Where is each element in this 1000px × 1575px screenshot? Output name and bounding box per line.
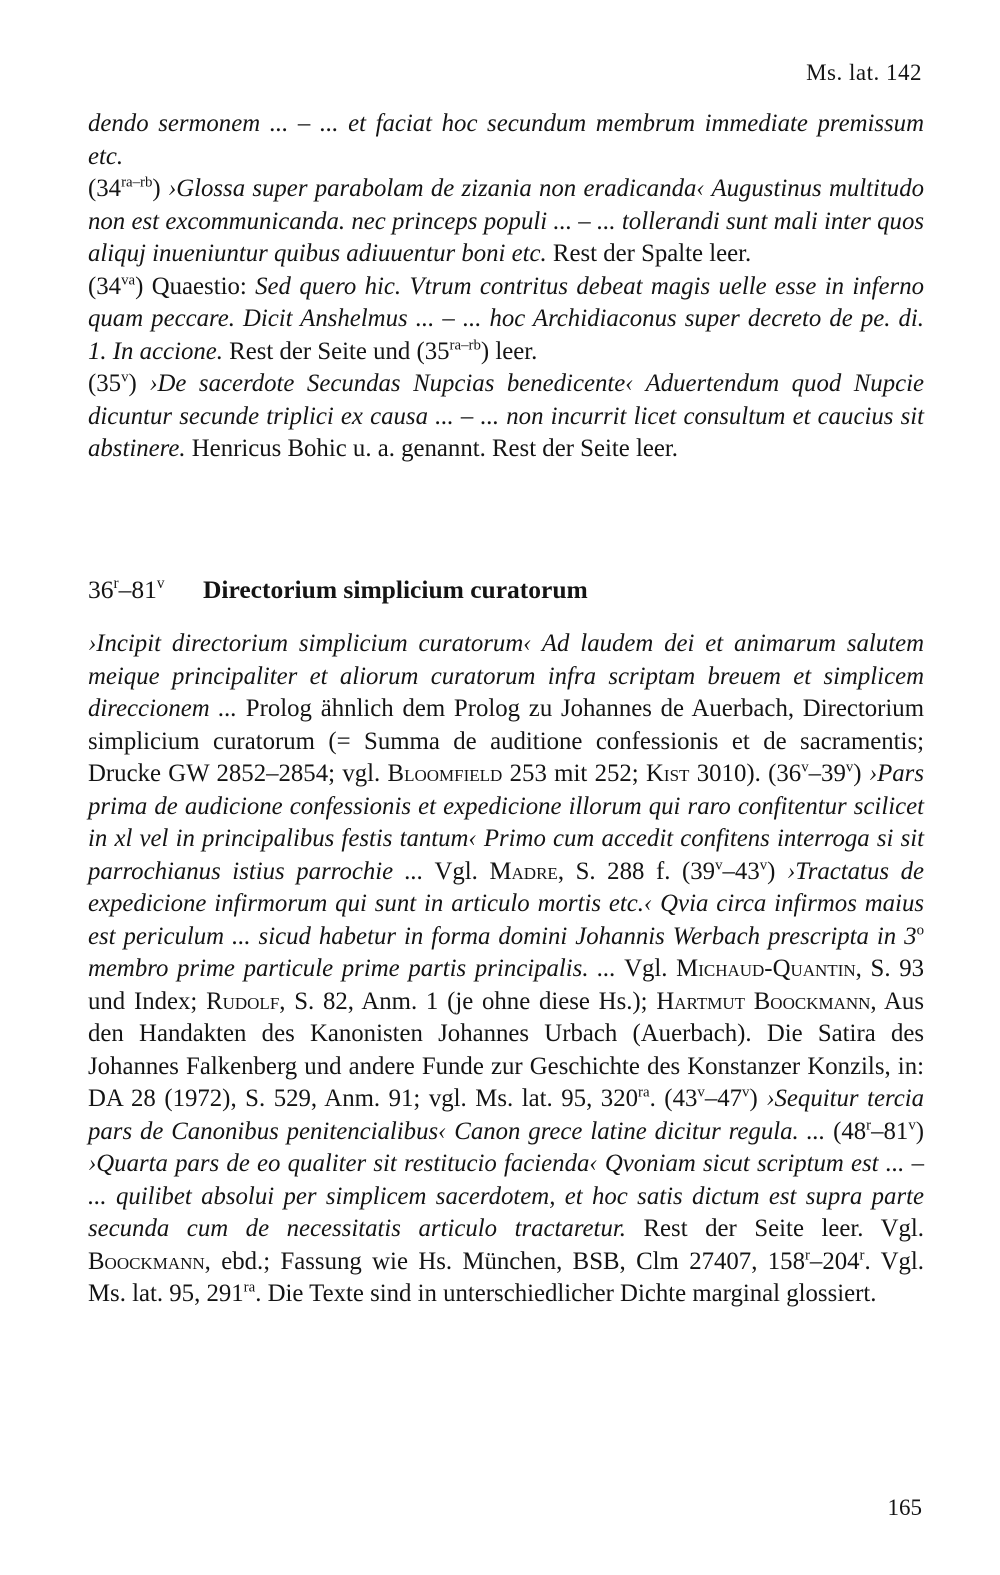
superscript: r (804, 1246, 810, 1263)
folio-ref: (34 (88, 175, 122, 202)
heading-title: Directorium simplicium curatorum (203, 575, 588, 604)
text-segment: Vgl. (615, 955, 677, 982)
paragraph-1 (88, 108, 924, 173)
text-segment: 36 (88, 575, 114, 604)
text-segment: , S. 82, Anm. 1 (je ohne diese Hs.); (279, 987, 657, 1015)
superscript: r (859, 1246, 865, 1263)
incipit-text: Sed quero hic. Vtrum contritus debeat magis uelle esse in inferno quam peccare. Dicit Anshelmus ... – ... hoc Archidiaconus super decreto de pe. di. 1. In accione. (88, 272, 924, 365)
italic-text: ›Sequitur tercia pars de Canonibus penitencialibus‹ Canon grece latine dicitur regula. ... (88, 1085, 925, 1145)
incipit-text: ›De sacerdote Secundas Nupcias benedicente‹ Aduertendum quod Nupcie dicuntur secunde triplici ex causa ... – ... non incurrit licet consultum et caucius sit abstinere. (88, 370, 924, 462)
text-segment: –43 (722, 857, 760, 885)
entry-continuation (88, 108, 924, 466)
superscript: ra (243, 1279, 256, 1296)
folio-ref-close: ) (128, 370, 137, 397)
heading-folio-range (88, 575, 203, 605)
text-segment: , Aus den Handakten des Kanonisten Johannes Urbach (Auerbach). Die Satira des Johannes Falkenberg und andere Funde zur Geschichte des Konstanzer Konzils, in: DA 28 (1972), S. 529, Anm. 91; vgl. Ms. lat. 95, 320 (88, 987, 924, 1112)
folio-ref-close: ) (152, 175, 161, 202)
section-heading (88, 575, 588, 605)
superscript: v (908, 1116, 916, 1133)
folio-sup: ra–rb (449, 336, 481, 353)
text-segment: Vgl. (423, 857, 490, 885)
folio-ref-sup: va (121, 271, 136, 288)
italic-text: ›Quarta pars de eo qualiter sit restitucio facienda‹ Qvoniam sicut scriptum est ... – ... quilibet absolui per simplicem sacerdotem, et hoc satis dictum est supra parte secunda cum de necessitatis articulo tractaretur. (88, 1150, 924, 1242)
text-segment: –39 (808, 760, 846, 787)
author-ref: Kist (646, 760, 690, 787)
note-text: Rest der Spalte leer. (546, 240, 752, 267)
text-segment: 253 mit 252; (502, 760, 646, 787)
text-segment: 3010). (36 (689, 760, 802, 787)
folio-ref-close: ) (135, 272, 144, 300)
note-text: ) leer. (480, 337, 538, 365)
text-segment: ) (853, 760, 869, 787)
folio-ref-sup: ra–rb (121, 174, 153, 191)
text-segment: , S. 93 und Index; (88, 955, 924, 1015)
paragraph-2 (88, 173, 924, 271)
superscript: v (845, 759, 854, 776)
description-paragraph (88, 628, 924, 1311)
text-segment: –81 (871, 1117, 909, 1145)
text-segment: –47 (704, 1085, 743, 1112)
italic-text: membro prime particule prime partis principalis. ... (88, 955, 616, 982)
superscript: v (742, 1084, 750, 1101)
text-segment: Prolog ähnlich dem Prolog zu Johannes de Auerbach, Directorium simplicium curatorum (= Summa de auditione confessionis et de sacramentis; Drucke GW 2852–2854; vgl. (88, 695, 924, 787)
superscript: v (156, 575, 165, 593)
superscript: o (916, 921, 924, 938)
text-segment: ) (915, 1117, 925, 1145)
text-segment: . Vgl. Ms. lat. 95, 291 (88, 1247, 924, 1307)
entry-description (88, 628, 924, 1311)
text-segment: –204 (809, 1247, 860, 1275)
text-segment: , S. 288 f. (39 (557, 857, 716, 885)
note-text: Quaestio: (143, 272, 256, 300)
superscript: ra (638, 1084, 650, 1101)
note-text: Henricus Bohic u. a. genannt. Rest der Seite leer. (185, 435, 678, 462)
author-ref: Hartmut Boockmann (656, 987, 871, 1015)
author-ref: Madre (489, 857, 558, 885)
text-segment: , ebd.; Fassung wie Hs. München, BSB, Clm 27407, 158 (204, 1247, 805, 1275)
text-segment: (48 (825, 1117, 867, 1145)
page-number: 165 (887, 1495, 922, 1520)
superscript: v (697, 1084, 705, 1101)
superscript: r (113, 575, 119, 593)
author-ref: Michaud-Quantin (676, 955, 856, 982)
superscript: v (801, 759, 809, 776)
italic-text: ›Pars prima de audicione confessionis et expedicione illorum qui raro confitentur scilicet in xl vel in principalibus festis tantum‹ Primo cum accedit confitens interroga si sit parrochianus istius parrochie ... (88, 760, 924, 885)
italic-text: ›Tractatus de expedicione infirmorum qui sunt in articulo mortis etc.‹ Qvia circa infirmos maius est periculum ... sicud habetur in forma domini Johannis Werbach prescripta in 3 (88, 857, 924, 950)
paragraph-3 (88, 271, 924, 369)
text-segment: Rest der Seite leer. Vgl. (625, 1215, 924, 1242)
folio-ref-sup: v (121, 369, 129, 386)
author-ref: Rudolf (206, 987, 280, 1015)
author-ref: Boockmann (88, 1247, 205, 1275)
italic-text: ›Incipit directorium simplicium curatorum‹ Ad laudem dei et animarum salutem meique principaliter et aliorum curatorum infra scriptam breuem et simplicem direccionem ... (88, 630, 924, 722)
superscript: v (759, 856, 768, 873)
text-segment: . (43 (649, 1085, 698, 1112)
author-ref: Bloomfield (387, 760, 503, 787)
text-segment: ) (767, 857, 788, 885)
note-text: Rest der Seite und (35 (222, 337, 450, 365)
text-segment: ) (749, 1085, 767, 1112)
text-segment: –81 (118, 575, 157, 604)
folio-ref: (34 (88, 272, 122, 300)
incipit-text: dendo sermonem ... – ... et faciat hoc secundum membrum immediate premissum etc. (88, 110, 924, 170)
incipit-text: ›Glossa super parabolam de zizania non eradicanda‹ Augustinus multitudo non est excommunicanda. nec princeps populi ... – ... tollerandi sunt mali inter quos aliquj inueniuntur quibus adiuuentur boni etc. (88, 175, 924, 267)
superscript: v (715, 856, 723, 873)
superscript: r (866, 1116, 872, 1133)
text-segment: . Die Texte sind in unterschiedlicher Dichte marginal glossiert. (255, 1280, 877, 1307)
folio-ref: (35 (88, 370, 122, 397)
running-header-shelfmark: Ms. lat. 142 (806, 60, 922, 85)
paragraph-4 (88, 368, 924, 466)
